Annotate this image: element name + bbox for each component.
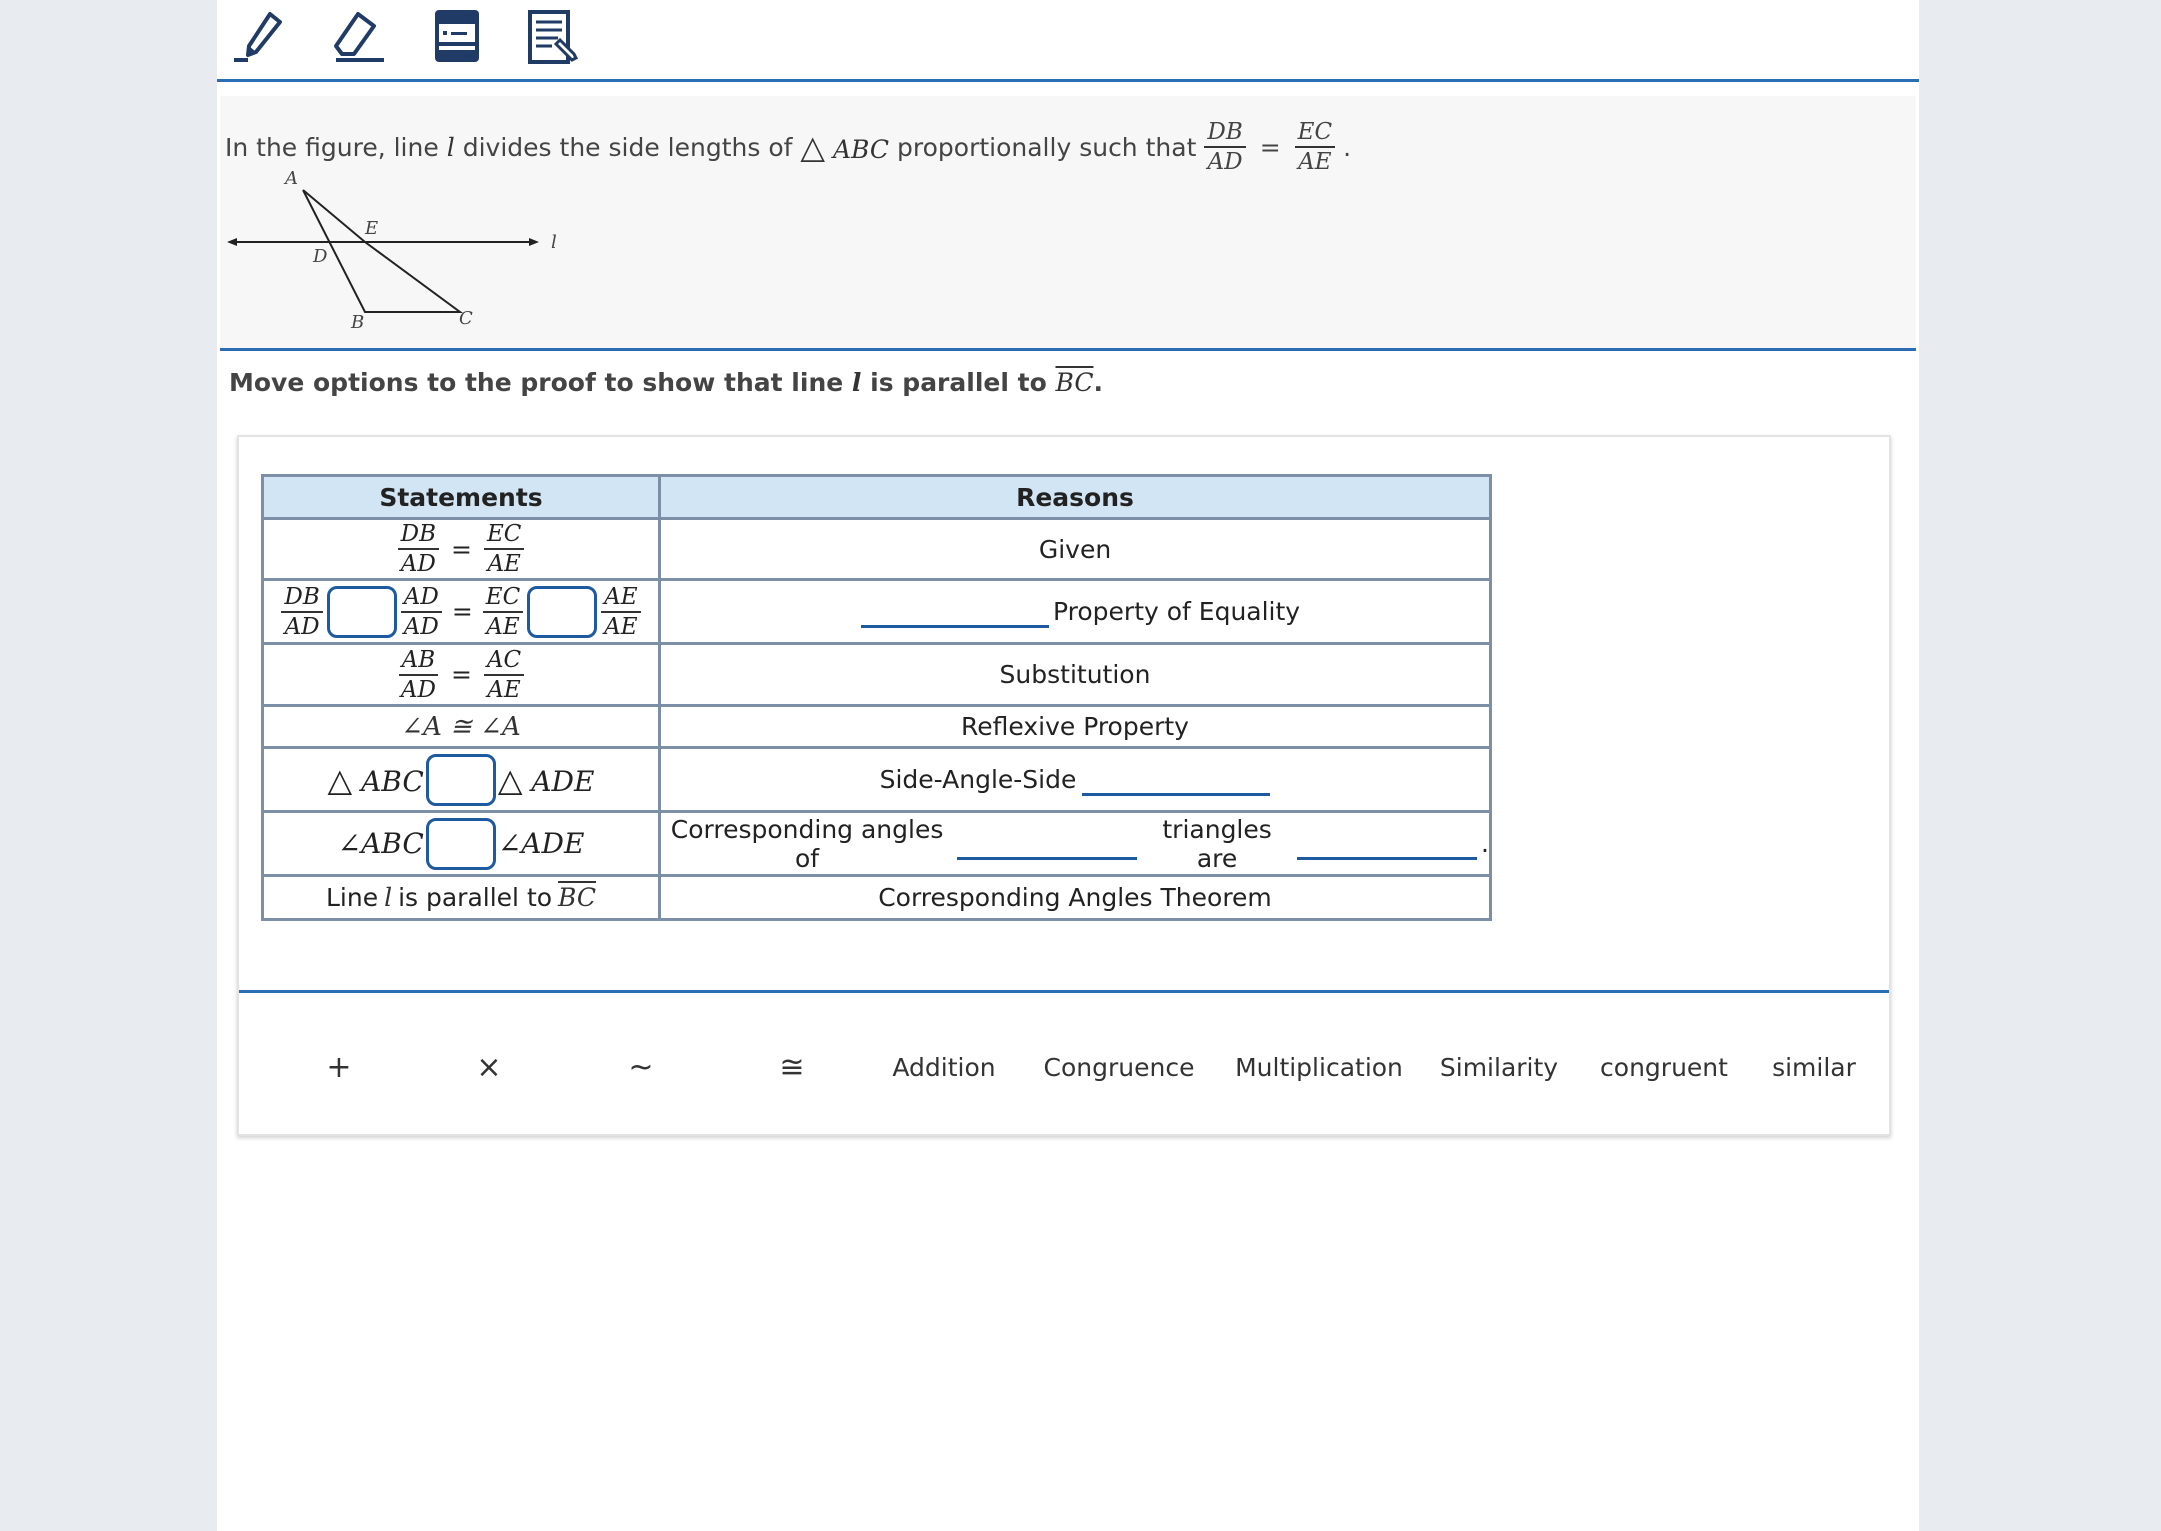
drop-zone-postulate-type[interactable] — [1082, 763, 1270, 796]
notepad-icon[interactable] — [522, 8, 582, 66]
toolbar — [232, 0, 1932, 78]
calculator-icon[interactable] — [427, 8, 487, 66]
pen-icon[interactable] — [232, 8, 292, 66]
proof-row-2: $\frac{DB}{AD}$ $\frac{AD}{AD}$ = $\frac{EC}{AE}$ $\frac{AE}{AE}$ Property of Equality — [263, 580, 1491, 644]
option-similar-symbol[interactable]: ~ — [628, 1049, 654, 1085]
option-addition[interactable]: Addition — [892, 1052, 996, 1082]
options-divider — [239, 990, 1889, 993]
label-B: B — [351, 312, 365, 333]
instruction-text: Move options to the proof to show that line l is parallel to $\overline{BC}$. — [229, 368, 1103, 397]
label-C: C — [459, 308, 473, 329]
reason-corresponding-angles-theorem: Corresponding Angles Theorem — [660, 876, 1491, 920]
option-times[interactable]: × — [476, 1049, 502, 1085]
question-divider — [220, 348, 1916, 351]
reason-substitution: Substitution — [660, 644, 1491, 706]
label-E: E — [365, 218, 379, 239]
eraser-icon[interactable] — [328, 8, 388, 66]
proof-row-4: ∠A ≅ ∠A Reflexive Property — [263, 706, 1491, 748]
content-page — [217, 0, 1919, 1531]
label-l: l — [551, 232, 557, 253]
options-bank — [239, 1037, 1889, 1097]
option-similarity[interactable]: Similarity — [1439, 1052, 1559, 1082]
option-congruence[interactable]: Congruence — [1043, 1052, 1195, 1082]
drop-zone-angle-conclusion[interactable] — [1297, 827, 1477, 860]
option-similar[interactable]: similar — [1772, 1052, 1856, 1082]
toolbar-divider — [217, 79, 1919, 82]
triangle-figure — [225, 168, 565, 342]
question-text: In the figure, line l divides the side lengths of △ ABC proportionally such that $\frac{DB}{AD}$ = $\frac{EC}{AE}$ . — [225, 119, 1352, 175]
proof-row-1: $\frac{DB}{AD}$ = $\frac{EC}{AE}$ Given — [263, 519, 1491, 580]
reasons-header: Reasons — [660, 476, 1491, 519]
given-fraction-1: $\frac{DB}{AD}$ — [1204, 118, 1245, 176]
option-plus[interactable]: + — [326, 1049, 352, 1085]
drop-zone-triangle-type[interactable] — [957, 827, 1137, 860]
proof-row-3: $\frac{AB}{AD}$ = $\frac{AC}{AE}$ Substitution — [263, 644, 1491, 706]
drop-zone-angle-relation[interactable] — [426, 818, 496, 870]
proof-row-7: Line l is parallel to $\overline{BC}$ Corresponding Angles Theorem — [263, 876, 1491, 920]
proof-table — [261, 474, 1492, 921]
label-A: A — [285, 168, 298, 189]
option-congruent[interactable]: congruent — [1600, 1052, 1728, 1082]
drop-zone-operator-right[interactable] — [527, 586, 597, 638]
reason-given: Given — [660, 519, 1491, 580]
drop-zone-triangle-relation[interactable] — [426, 754, 496, 806]
label-D: D — [313, 246, 328, 267]
proof-row-6: ∠ABC ∠ADE Corresponding angles of triangles are . — [263, 812, 1491, 876]
drop-zone-operator-left[interactable] — [327, 586, 397, 638]
proof-card — [237, 435, 1891, 1136]
reason-reflexive: Reflexive Property — [660, 706, 1491, 748]
option-multiplication[interactable]: Multiplication — [1235, 1052, 1403, 1082]
drop-zone-property-name[interactable] — [861, 595, 1049, 628]
given-fraction-2: $\frac{EC}{AE}$ — [1295, 118, 1335, 176]
option-congruent-symbol[interactable]: ≅ — [779, 1049, 805, 1085]
proof-row-5: △ ABC △ ADE Side-Angle-Side — [263, 748, 1491, 812]
statements-header: Statements — [263, 476, 660, 519]
